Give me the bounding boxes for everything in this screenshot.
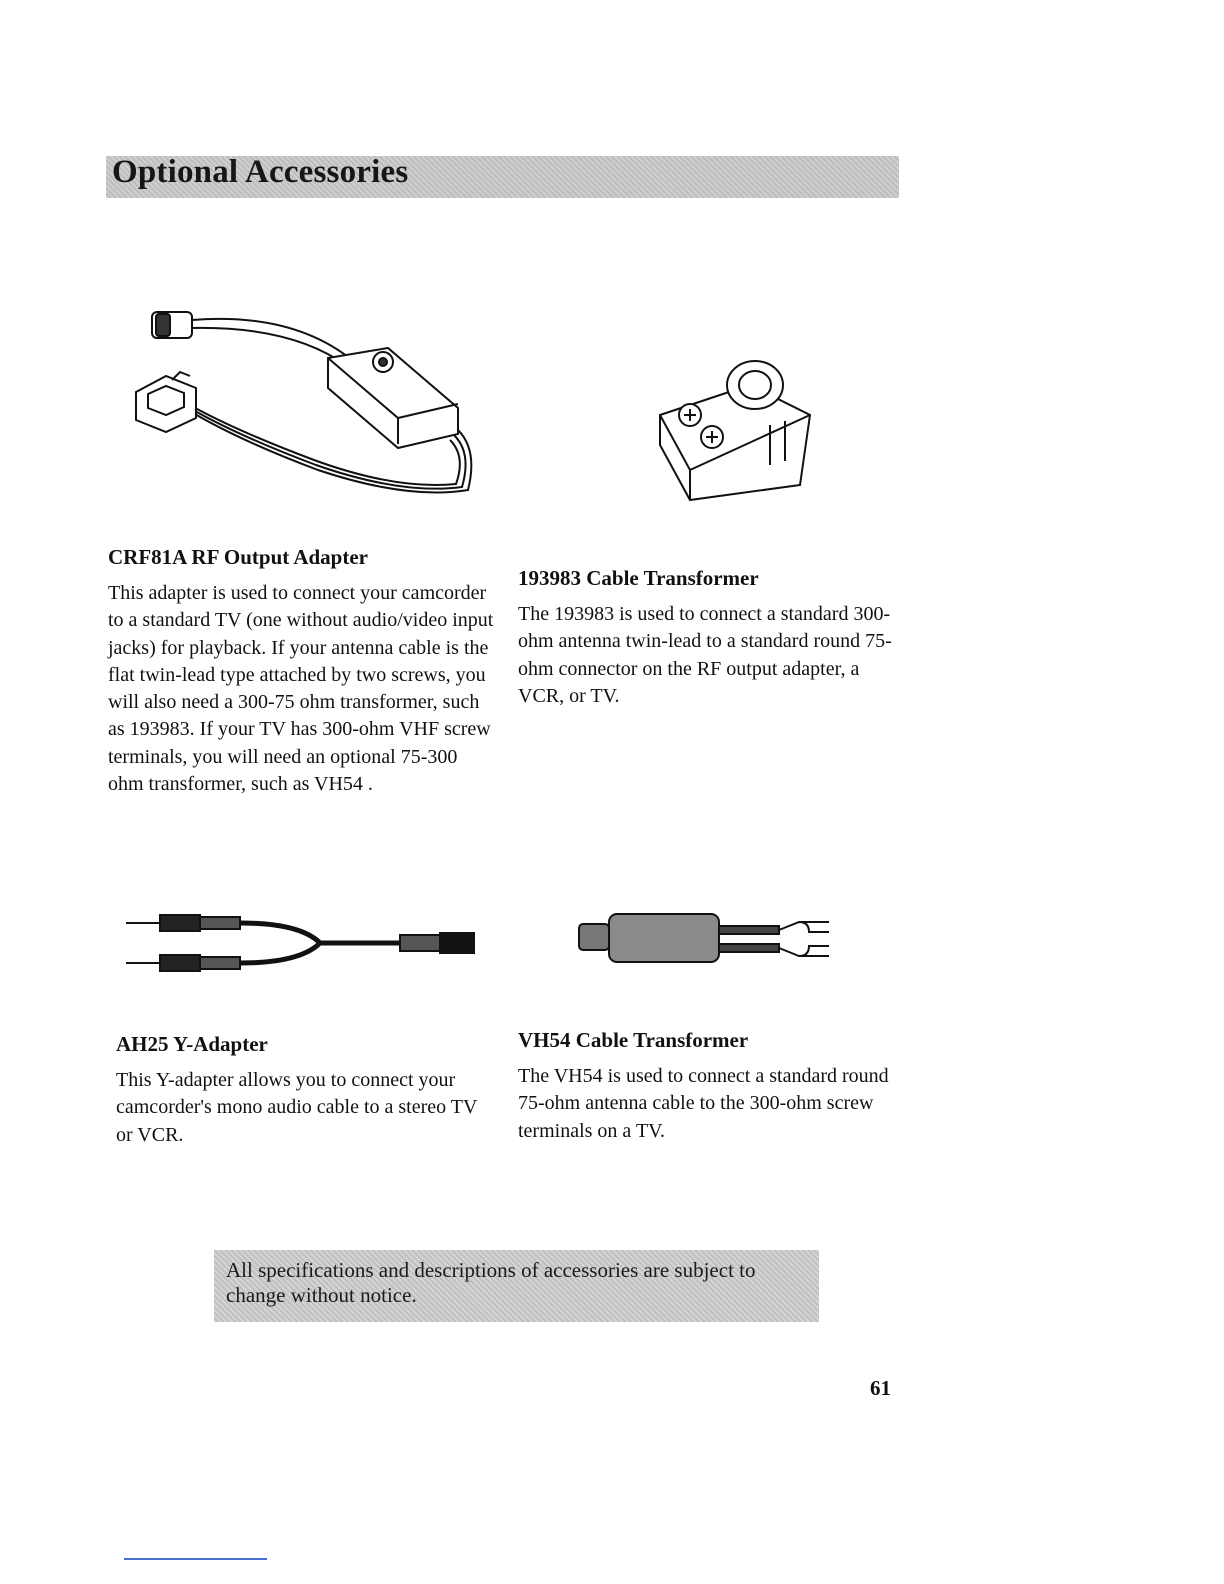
notice-banner bbox=[214, 1250, 819, 1322]
accessory-description: This Y-adapter allows you to connect your camcorder's mono audio cable to a stereo TV or VCR. bbox=[116, 1069, 478, 1146]
section-header-banner bbox=[106, 156, 899, 198]
notice-text: All specifications and descriptions of accessories are subject to change without notice. bbox=[226, 1258, 756, 1307]
accessory-description: This adapter is used to connect your camcorder to a standard TV (one without audio/video input jacks) for playback. If your antenna cable is the flat twin-lead type attached by two screws, you will also need a 300-75 ohm transformer, such as 193983. If your TV has 300-ohm VHF screw terminals, you will need an optional 75-300 ohm transformer, such as VH54 . bbox=[108, 582, 494, 796]
page-title: Optional Accessories bbox=[112, 154, 409, 190]
accessory-description: The 193983 is used to connect a standard 300-ohm antenna twin-lead to a standard round 75-ohm connector on the RF output adapter, a VCR, or TV. bbox=[518, 603, 892, 707]
accessory-193983 bbox=[518, 566, 898, 710]
accessory-crf81a bbox=[108, 545, 494, 798]
accessory-title: 193983 Cable Transformer bbox=[518, 566, 759, 590]
accessory-ah25 bbox=[116, 1032, 496, 1149]
accessory-title: VH54 Cable Transformer bbox=[518, 1028, 749, 1052]
footer-rule bbox=[124, 1558, 267, 1560]
cable-transformer-193983-illustration bbox=[640, 355, 820, 505]
accessory-vh54 bbox=[518, 1028, 898, 1145]
y-adapter-illustration bbox=[120, 905, 480, 985]
accessory-title: AH25 Y-Adapter bbox=[116, 1032, 268, 1056]
page-number: 61 bbox=[870, 1376, 891, 1400]
accessory-description: The VH54 is used to connect a standard round 75-ohm antenna cable to the 300-ohm screw terminals on a TV. bbox=[518, 1065, 889, 1142]
vh54-transformer-illustration bbox=[575, 908, 840, 970]
accessory-title: CRF81A RF Output Adapter bbox=[108, 545, 368, 569]
rf-output-adapter-illustration bbox=[128, 300, 488, 505]
